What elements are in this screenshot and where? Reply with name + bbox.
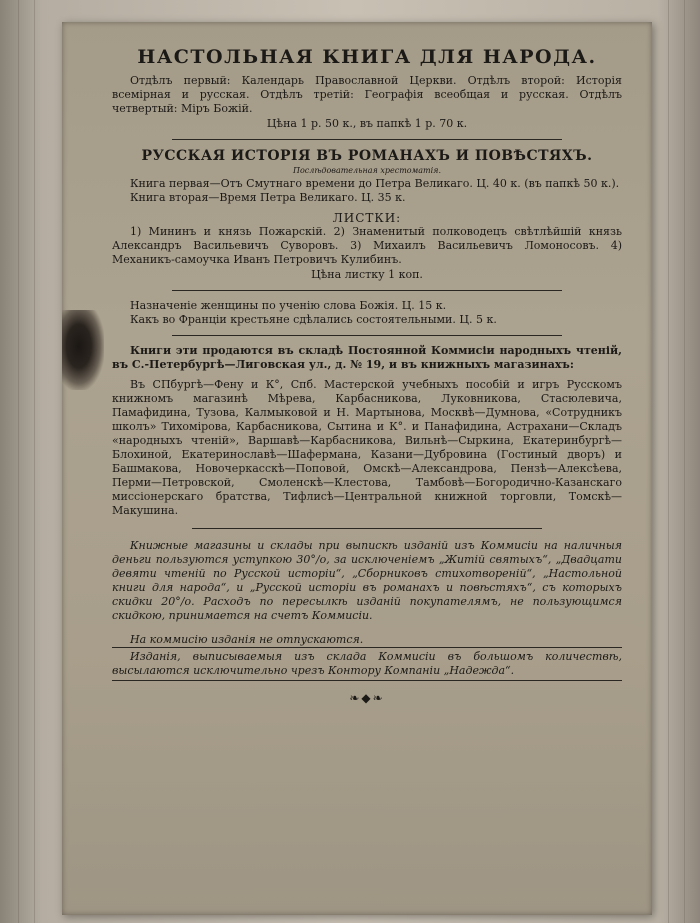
france-line: Какъ во Франціи крестьяне сдѣлались состоятельными. Ц. 5 к. bbox=[130, 313, 497, 326]
divider bbox=[172, 290, 562, 291]
history-subtitle: Послѣдовательная хрестоматія. bbox=[292, 166, 442, 175]
document-page bbox=[62, 22, 652, 915]
leaflets-title: ЛИСТКИ: bbox=[332, 211, 402, 225]
leaflets-price: Цѣна листку 1 коп. bbox=[311, 268, 423, 281]
divider bbox=[172, 335, 562, 336]
intro-price: Цѣна 1 р. 50 к., въ папкѣ 1 р. 70 к. bbox=[266, 117, 468, 130]
women-line: Назначеніе женщины по ученію слова Божія. Ц. 15 к. bbox=[130, 299, 447, 312]
intro-text: Отдѣлъ первый: Календарь Православной Церкви. Отдѣлъ второй: Исторія всемірная и русская. Отдѣлъ третій: Географія всеобщая и русская. Отдѣлъ четвертый: Міръ Божій. bbox=[112, 74, 622, 115]
shops-text: Въ СПбургѣ—Фену и К°, Спб. Мастерской учебныхъ пособій и игръ Русскомъ книжномъ магазинѣ Мѣрева, Карбасникова, Луковникова, Стасюлевича, Памафидина, Тузова, Калмыковой и Н. Мартынова, Москвѣ—Думнова, «Сотрудникъ школъ» Тихомірова, Карбасникова, Сытина и К°. и Панафидина, Астрахани—Складъ «народныхъ чтеній», Варшавѣ—Карбасникова, Вильнѣ—Сыркина, Екатеринбургѣ—Блохиной, Екатеринославѣ—Шафермана, Казани—Дубровина (Гостиный дворъ) и Башмакова, Новочеркасскѣ—Поповой, Омскѣ—Александрова, Пензѣ—Алексѣева, Перми—Петровской, Смоленскѣ—Клестова, Тамбовѣ—Богородично-Казанскаго миссіонерскаго братства, Тифлисѣ—Центральной книжной торговли, Томскѣ—Макушина. bbox=[112, 378, 622, 517]
discount-text: Книжные магазины и склады при выпискѣ изданій изъ Коммисіи на наличныя деньги пользуются уступкою 30°/о, за исключеніемъ „Житій святыхъ“, „Двадцати девяти чтеній по Русской исторіи“, „Сборниковъ стихотвореній“, „Настольной книги для народа“, и „Русской исторіи въ романахъ и повѣстяхъ“, съ которыхъ скидки 20°/о. Расходъ по пересылкѣ изданій покупателямъ, не пользующимся скидкою, принимается на счетъ Коммисіи. bbox=[112, 539, 622, 622]
divider bbox=[192, 528, 542, 529]
divider bbox=[172, 139, 562, 140]
history-book1: Книга первая—Отъ Смутнаго времени до Петра Великаго. Ц. 40 к. (въ папкѣ 50 к.). bbox=[130, 177, 620, 190]
history-title: РУССКАЯ ИСТОРІЯ ВЪ РОМАНАХЪ И ПОВѢСТЯХЪ. bbox=[141, 148, 593, 164]
sold-text: Книги эти продаются въ складѣ Постоянной Коммисіи народныхъ чтеній, въ С.-Петербургѣ—Лиговская ул., д. № 19, и въ книжныхъ магазинахъ: bbox=[112, 344, 622, 371]
leaflets-text: 1) Мининъ и князь Пожарскій. 2) Знаменитый полководецъ свѣтлѣйшій князь Александръ Васильевичъ Суворовъ. 3) Михаилъ Васильевичъ Ломоносовъ. 4) Механикъ-самоучка Иванъ Петровичъ Кулибинъ. bbox=[112, 225, 622, 266]
page-title: НАСТОЛЬНАЯ КНИГА ДЛЯ НАРОДА. bbox=[137, 46, 597, 68]
history-book2: Книга вторая—Время Петра Великаго. Ц. 35 к. bbox=[130, 191, 406, 204]
ornament: ❧◆❧ bbox=[349, 691, 385, 705]
ink-stain bbox=[62, 310, 104, 390]
shipping-block bbox=[112, 647, 622, 681]
commission-line: На коммисію изданія не отпускаются. bbox=[130, 633, 364, 646]
shipping-text: Изданія, выписываемыя изъ склада Коммисіи въ большомъ количествѣ, высылаются исключительно чрезъ Контору Компаніи „Надежда“. bbox=[112, 650, 622, 677]
